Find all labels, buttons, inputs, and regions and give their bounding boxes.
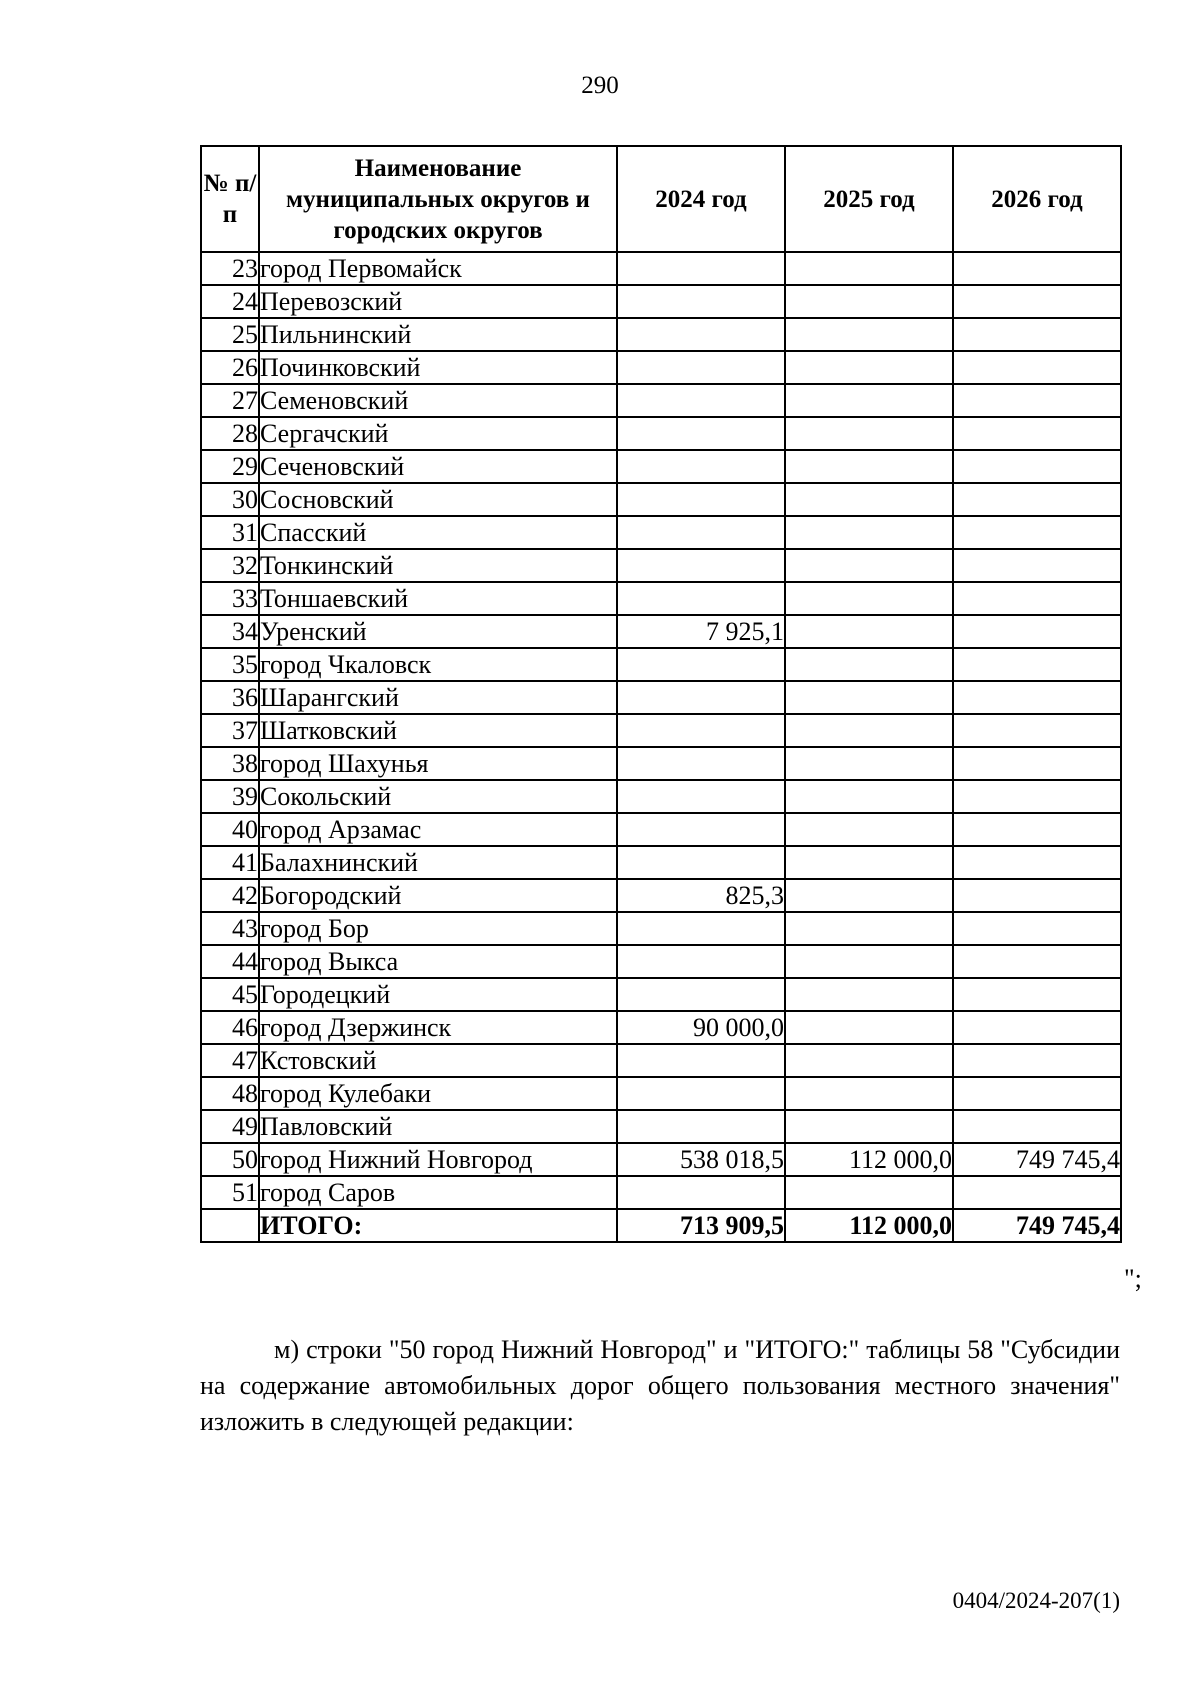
row-number: 29 <box>201 450 259 483</box>
value-2024 <box>617 384 785 417</box>
table-row <box>201 1011 1121 1044</box>
row-number: 41 <box>201 846 259 879</box>
value-2026 <box>953 318 1121 351</box>
value-2026 <box>953 1077 1121 1110</box>
row-number: 23 <box>201 252 259 285</box>
value-2024: 713 909,5 <box>617 1209 785 1242</box>
value-2026 <box>953 813 1121 846</box>
value-2024: 7 925,1 <box>617 615 785 648</box>
value-2026 <box>953 978 1121 1011</box>
value-2024 <box>617 516 785 549</box>
table-row <box>201 780 1121 813</box>
value-2025 <box>785 1044 953 1077</box>
row-number: 46 <box>201 1011 259 1044</box>
value-2024 <box>617 978 785 1011</box>
row-number: 47 <box>201 1044 259 1077</box>
table-row <box>201 615 1121 648</box>
value-2025 <box>785 681 953 714</box>
district-name: Спасский <box>259 516 617 549</box>
table-row <box>201 912 1121 945</box>
value-2025 <box>785 318 953 351</box>
value-2024: 90 000,0 <box>617 1011 785 1044</box>
header-num: № п/п <box>201 146 259 252</box>
table-row <box>201 450 1121 483</box>
value-2026 <box>953 912 1121 945</box>
district-name: город Первомайск <box>259 252 617 285</box>
value-2025 <box>785 1176 953 1209</box>
value-2025 <box>785 912 953 945</box>
value-2025 <box>785 252 953 285</box>
table-row <box>201 549 1121 582</box>
district-name: город Выкса <box>259 945 617 978</box>
value-2025 <box>785 582 953 615</box>
subsidy-table <box>200 145 1122 1243</box>
value-2026 <box>953 945 1121 978</box>
row-number: 26 <box>201 351 259 384</box>
value-2025: 112 000,0 <box>785 1209 953 1242</box>
value-2025 <box>785 417 953 450</box>
row-number: 48 <box>201 1077 259 1110</box>
value-2024: 825,3 <box>617 879 785 912</box>
value-2024 <box>617 681 785 714</box>
value-2026 <box>953 780 1121 813</box>
value-2026 <box>953 615 1121 648</box>
value-2026 <box>953 483 1121 516</box>
value-2025 <box>785 714 953 747</box>
header-2025: 2025 год <box>785 146 953 252</box>
value-2026 <box>953 417 1121 450</box>
table-row <box>201 1176 1121 1209</box>
district-name: Кстовский <box>259 1044 617 1077</box>
value-2025 <box>785 1110 953 1143</box>
value-2025 <box>785 285 953 318</box>
row-number: 38 <box>201 747 259 780</box>
district-name: ИТОГО: <box>259 1209 617 1242</box>
district-name: Сеченовский <box>259 450 617 483</box>
value-2026: 749 745,4 <box>953 1209 1121 1242</box>
row-number: 42 <box>201 879 259 912</box>
row-number: 25 <box>201 318 259 351</box>
header-name: Наименование муниципальных округов и городских округов <box>259 146 617 252</box>
row-number: 35 <box>201 648 259 681</box>
row-number: 40 <box>201 813 259 846</box>
row-number: 34 <box>201 615 259 648</box>
table-row <box>201 318 1121 351</box>
value-2026 <box>953 1176 1121 1209</box>
value-2026 <box>953 747 1121 780</box>
value-2026 <box>953 681 1121 714</box>
district-name: город Нижний Новгород <box>259 1143 617 1176</box>
table-row <box>201 879 1121 912</box>
value-2024 <box>617 714 785 747</box>
value-2024 <box>617 450 785 483</box>
value-2024: 538 018,5 <box>617 1143 785 1176</box>
value-2025 <box>785 945 953 978</box>
value-2025 <box>785 780 953 813</box>
value-2024 <box>617 582 785 615</box>
value-2025 <box>785 879 953 912</box>
value-2025 <box>785 483 953 516</box>
table-row <box>201 846 1121 879</box>
row-number <box>201 1209 259 1242</box>
table-row <box>201 285 1121 318</box>
district-name: Уренский <box>259 615 617 648</box>
district-name: город Арзамас <box>259 813 617 846</box>
district-name: Пильнинский <box>259 318 617 351</box>
table-row <box>201 1044 1121 1077</box>
district-name: Сокольский <box>259 780 617 813</box>
value-2024 <box>617 813 785 846</box>
table-row <box>201 1110 1121 1143</box>
value-2024 <box>617 912 785 945</box>
district-name: город Бор <box>259 912 617 945</box>
value-2024 <box>617 252 785 285</box>
value-2024 <box>617 483 785 516</box>
value-2026 <box>953 879 1121 912</box>
district-name: Городецкий <box>259 978 617 1011</box>
amendment-text: м) строки "50 город Нижний Новгород" и "ИТОГО:" таблицы 58 "Субсидии на содержание автомобильных дорог общего пользования местного значения" изложить в следующей редакции: <box>200 1335 1120 1436</box>
row-number: 45 <box>201 978 259 1011</box>
table-row <box>201 813 1121 846</box>
value-2024 <box>617 351 785 384</box>
row-number: 50 <box>201 1143 259 1176</box>
amendment-paragraph <box>200 1332 1120 1440</box>
row-number: 27 <box>201 384 259 417</box>
table-header-row <box>201 146 1121 252</box>
table-row <box>201 417 1121 450</box>
value-2026 <box>953 648 1121 681</box>
row-number: 32 <box>201 549 259 582</box>
table-row <box>201 252 1121 285</box>
value-2026 <box>953 549 1121 582</box>
district-name: город Дзержинск <box>259 1011 617 1044</box>
value-2025 <box>785 846 953 879</box>
value-2024 <box>617 846 785 879</box>
table-row <box>201 384 1121 417</box>
district-name: Починковский <box>259 351 617 384</box>
value-2026 <box>953 1110 1121 1143</box>
table-row <box>201 1077 1121 1110</box>
value-2026 <box>953 516 1121 549</box>
value-2024 <box>617 1044 785 1077</box>
value-2026 <box>953 846 1121 879</box>
value-2026 <box>953 252 1121 285</box>
table-row <box>201 351 1121 384</box>
table-row <box>201 516 1121 549</box>
value-2024 <box>617 285 785 318</box>
row-number: 33 <box>201 582 259 615</box>
row-number: 43 <box>201 912 259 945</box>
value-2025 <box>785 615 953 648</box>
table-row <box>201 681 1121 714</box>
district-name: Перевозский <box>259 285 617 318</box>
value-2026 <box>953 1044 1121 1077</box>
district-name: Сергачский <box>259 417 617 450</box>
value-2024 <box>617 1077 785 1110</box>
district-name: Тоншаевский <box>259 582 617 615</box>
district-name: Сосновский <box>259 483 617 516</box>
row-number: 30 <box>201 483 259 516</box>
row-number: 37 <box>201 714 259 747</box>
value-2024 <box>617 549 785 582</box>
header-2026: 2026 год <box>953 146 1121 252</box>
district-name: город Чкаловск <box>259 648 617 681</box>
district-name: город Саров <box>259 1176 617 1209</box>
table-total-row <box>201 1209 1121 1242</box>
row-number: 28 <box>201 417 259 450</box>
value-2025 <box>785 351 953 384</box>
table-row <box>201 747 1121 780</box>
table-row <box>201 648 1121 681</box>
table-row <box>201 1143 1121 1176</box>
value-2025 <box>785 549 953 582</box>
district-name: город Кулебаки <box>259 1077 617 1110</box>
value-2025 <box>785 978 953 1011</box>
value-2025 <box>785 1011 953 1044</box>
district-name: Шарангский <box>259 681 617 714</box>
district-name: город Шахунья <box>259 747 617 780</box>
district-name: Балахнинский <box>259 846 617 879</box>
table-row <box>201 582 1121 615</box>
row-number: 51 <box>201 1176 259 1209</box>
value-2024 <box>617 1110 785 1143</box>
value-2026 <box>953 351 1121 384</box>
value-2025 <box>785 813 953 846</box>
value-2024 <box>617 318 785 351</box>
value-2026 <box>953 285 1121 318</box>
row-number: 44 <box>201 945 259 978</box>
row-number: 49 <box>201 1110 259 1143</box>
value-2025 <box>785 1077 953 1110</box>
row-number: 31 <box>201 516 259 549</box>
table-row <box>201 483 1121 516</box>
value-2025 <box>785 450 953 483</box>
value-2024 <box>617 945 785 978</box>
value-2025 <box>785 516 953 549</box>
value-2025 <box>785 648 953 681</box>
table-row <box>201 714 1121 747</box>
row-number: 36 <box>201 681 259 714</box>
closing-quote-mark: "; <box>1124 1264 1142 1293</box>
value-2024 <box>617 648 785 681</box>
value-2025: 112 000,0 <box>785 1143 953 1176</box>
value-2026 <box>953 714 1121 747</box>
value-2026 <box>953 582 1121 615</box>
table-row <box>201 978 1121 1011</box>
district-name: Тонкинский <box>259 549 617 582</box>
district-name: Богородский <box>259 879 617 912</box>
header-2024: 2024 год <box>617 146 785 252</box>
value-2026 <box>953 450 1121 483</box>
district-name: Павловский <box>259 1110 617 1143</box>
document-code: 0404/2024-207(1) <box>952 1588 1120 1613</box>
district-name: Семеновский <box>259 384 617 417</box>
page-number: 290 <box>581 72 619 99</box>
row-number: 39 <box>201 780 259 813</box>
value-2026 <box>953 384 1121 417</box>
value-2025 <box>785 747 953 780</box>
value-2024 <box>617 417 785 450</box>
value-2026: 749 745,4 <box>953 1143 1121 1176</box>
table-row <box>201 945 1121 978</box>
value-2024 <box>617 747 785 780</box>
value-2024 <box>617 780 785 813</box>
row-number: 24 <box>201 285 259 318</box>
district-name: Шатковский <box>259 714 617 747</box>
value-2025 <box>785 384 953 417</box>
value-2024 <box>617 1176 785 1209</box>
value-2026 <box>953 1011 1121 1044</box>
